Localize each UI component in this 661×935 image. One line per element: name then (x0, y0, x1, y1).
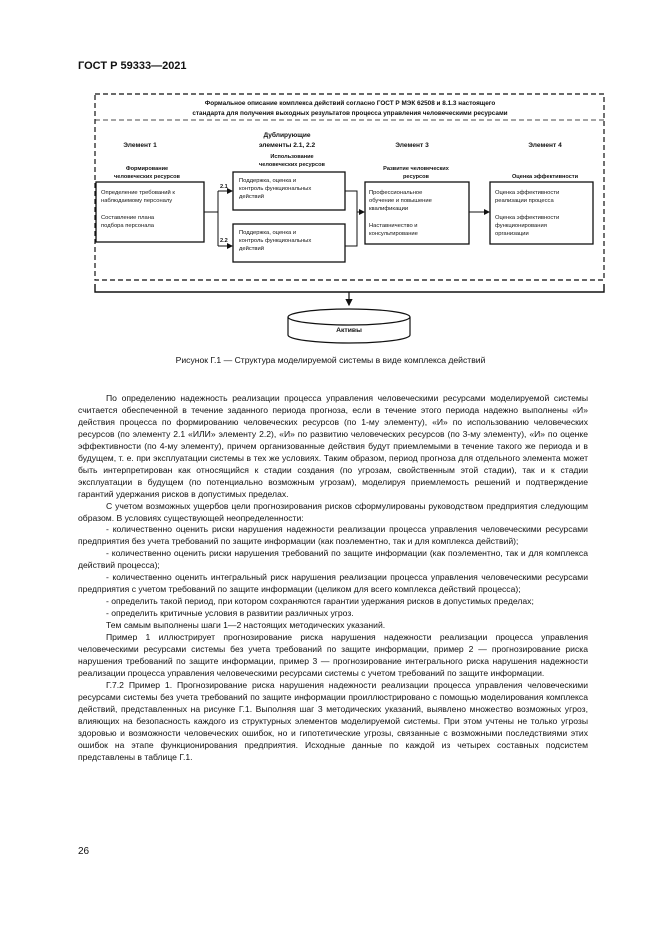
element4-item2-line1: Оценка эффективности (495, 215, 560, 221)
element3-group-line1: Развитие человеческих (383, 166, 449, 172)
element1-label: Элемент 1 (123, 142, 157, 149)
bracket (95, 284, 604, 292)
element4-item2-line2: функционирования (495, 223, 547, 229)
element4-group: Оценка эффективности (511, 174, 579, 180)
element1-item1-line2: наблюдаемому персоналу (101, 198, 173, 204)
paragraph: - количественно оценить интегральный риск нарушения реализации процесса управления человеческими ресурсами предприятия с учетом требований по защите информации (целиком для всего комплекса действий процесса); (78, 572, 588, 595)
paragraph: С учетом возможных ущербов цели прогнозирования рисков сформулированы руководством предприятия следующим образом. В условиях существующей неопределенности: (78, 500, 588, 523)
element3-item2-line1: Наставничество и (369, 223, 418, 229)
element2-tag1: 2.1 (220, 184, 228, 190)
element1-group-line2: человеческих ресурсов (114, 174, 180, 180)
element2-box1-line2: контроль функциональных (239, 186, 312, 192)
figure-title-line1: Формальное описание комплекса действий согласно ГОСТ Р МЭК 62508 и 8.1.3 настоящего (204, 100, 496, 107)
figure-caption: Рисунок Г.1 — Структура моделируемой системы в виде комплекса действий (175, 355, 486, 365)
element1-item1-line1: Определение требований к (101, 190, 175, 196)
element2-label-line2: элементы 2.1, 2.2 (258, 142, 316, 149)
element4-item1-line2: реализации процесса (495, 198, 554, 204)
element1-item2-line2: подбора персонала (101, 223, 155, 229)
paragraph: Тем самым выполнены шаги 1—2 настоящих методических указаний. (106, 620, 386, 631)
body-text (78, 393, 588, 764)
element2-box2-line3: действий (239, 246, 264, 252)
element2-box1-line1: Поддержка, оценка и (239, 178, 297, 184)
paragraph: По определению надежность реализации процесса управления человеческими ресурсами моделируемой системы считается обеспеченной в течение заданного периода прогноза, если в течение этого периода надежно выполнены «И» действия процесса по формированию человеческих ресурсов (по 1-му элементу), «И» по использованию человеческих ресурсов (по элементу 2.1 «ИЛИ» элементу 2.2), «И» по развитию человеческих ресурсов (по 3-му элементу), «И» по оценке эффективности (по 4-му элементу), причем организованные действия будут приемлемыми в течение такого же периода и в будущем, т. е. при эксплуатации системы в тех же условиях. Таким образом, период прогноза для отдельного элемента может быть интерпретирован как относящийся к стадии создания (по угрозам, свойственным этой стадии), так и к стадии эксплуатации в будущем (по потенциально возможным угрозам), моделируя приемлемость решений и подтверждение гарантий удержания рисков в допустимых пределах. (78, 393, 588, 499)
element4-label: Элемент 4 (528, 142, 562, 149)
element2-group-line1: Использование (270, 154, 314, 160)
outer-frame (95, 94, 604, 280)
element3-item1-line2: обучение и повышение (369, 198, 432, 204)
element3-group-line2: ресурсов (403, 174, 429, 180)
assets-label: Активы (336, 327, 362, 334)
element2-group-line2: человеческих ресурсов (259, 162, 325, 168)
assets-cylinder (288, 309, 410, 343)
figure-title-line2: стандарта для получения выходных результатов процесса управления человеческими ресурсами (192, 110, 508, 117)
element1-group-line1: Формирование (125, 166, 169, 172)
document-header: ГОСТ Р 59333—2021 (78, 60, 187, 72)
element4-item2-line3: организации (495, 231, 529, 237)
element3-item1-line1: Профессиональное (369, 190, 423, 196)
paragraph: - количественно оценить риски нарушения требований по защите информации (как поэлементно, так и для комплекса действий процесса); (78, 548, 588, 571)
element3-item1-line3: квалификации (369, 206, 409, 212)
page-number: 26 (78, 846, 90, 857)
paragraph: Пример 1 иллюстрирует прогнозирование риска нарушения надежности реализации процесса управления человеческими ресурсами системы без учета требований по защите информации, пример 2 — прогнозирование риска нарушения требований по защите информации, пример 3 — прогнозирование интегрального риска нарушения надежности реализации процесса управления человеческими ресурсами системы с учетом требований по защите информации. (78, 632, 588, 678)
element2-box2-line2: контроль функциональных (239, 238, 312, 244)
paragraph: - количественно оценить риски нарушения надежности реализации процесса управления человеческими ресурсами предприятия без учета требований по защите информации (как поэлементно, так и для комплекса действий); (78, 524, 588, 547)
element3-label: Элемент 3 (395, 142, 429, 149)
element2-tag2: 2.2 (220, 238, 228, 244)
paragraph: - определить такой период, при котором сохраняются гарантии удержания рисков в допустимых пределах; (106, 596, 534, 607)
element2-box1-line3: действий (239, 194, 264, 200)
element4-item1-line1: Оценка эффективности (495, 190, 560, 196)
paragraph: - определить критичные условия в развитии различных угроз. (106, 608, 354, 619)
structure-diagram (0, 0, 661, 380)
paragraph: Г.7.2 Пример 1. Прогнозирование риска нарушения надежности реализации процесса управления человеческими ресурсами системы без учета требований по защите информации проиллюстрировано с помощью моделирования комплекса действий, представленных на рисунке Г.1. Выполняя шаг 3 методических указаний, выявлено множество возможных угроз, влияющих на безопасность каждого из структурных элементов моделируемой системы. При этом учтены не только угрозы здоровью и возможности человеческих ошибок, но и гипотетические угрозы, связанные с возможными последствиями этих ошибок на этапе функционирования предприятия. Исходные данные по каждой из четырех составных подсистем представлены в таблице Г.1. (78, 679, 588, 762)
element2-box2-line1: Поддержка, оценка и (239, 230, 297, 236)
element1-item2-line1: Составление плана (101, 215, 155, 221)
element2-label-line1: Дублирующие (263, 132, 311, 139)
element3-item2-line2: консультирование (369, 231, 418, 237)
